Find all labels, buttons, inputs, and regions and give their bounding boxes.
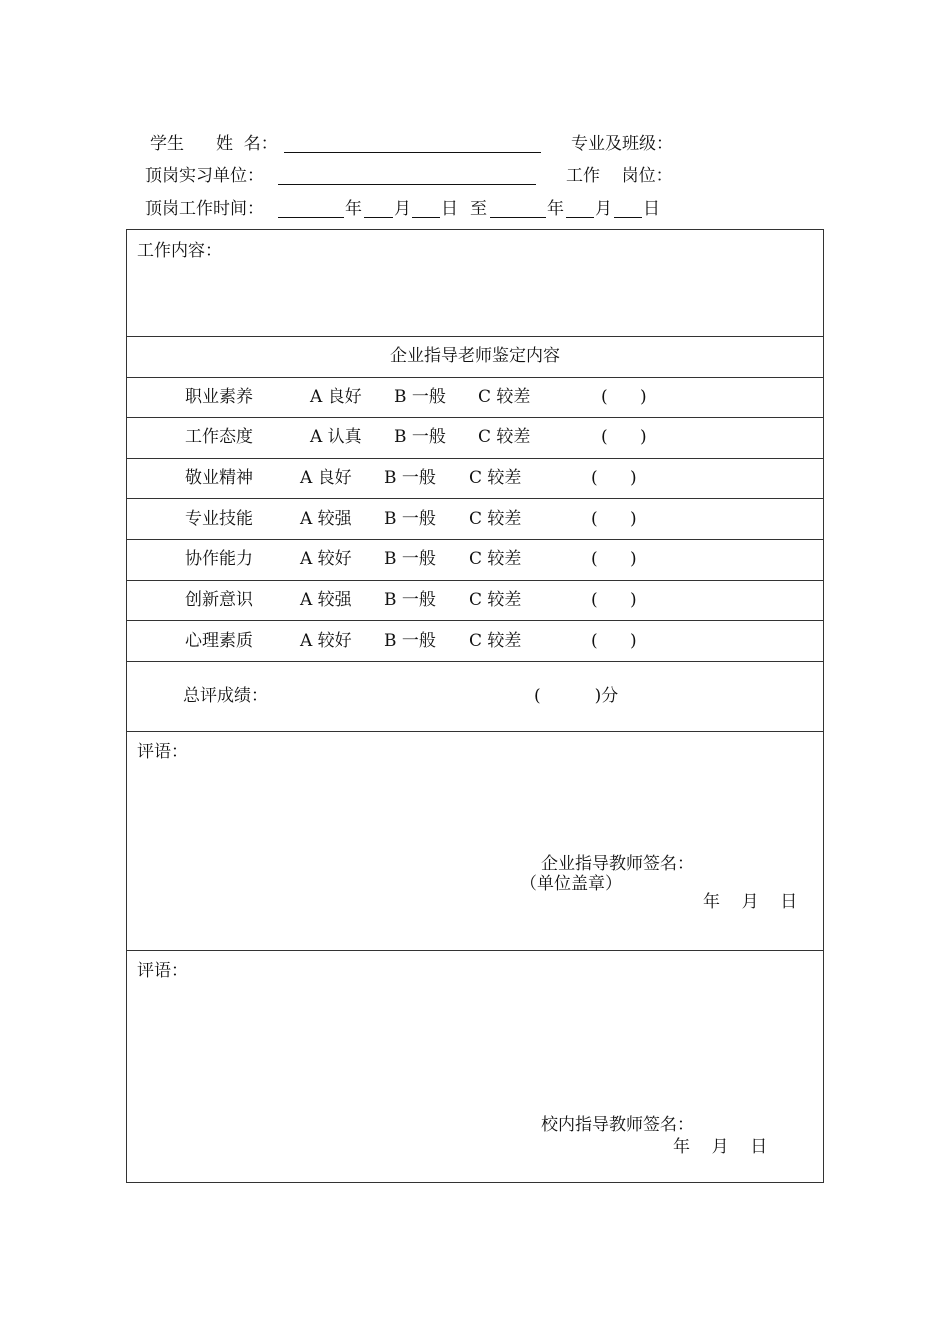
row-divider bbox=[127, 731, 823, 732]
criterion-answer-blank[interactable]: ( ) bbox=[591, 549, 637, 569]
criterion-answer-blank[interactable]: ( ) bbox=[591, 509, 637, 529]
name-label: 姓 名： bbox=[216, 134, 278, 154]
end-month-label: 月 bbox=[595, 199, 612, 219]
start-year-label: 年 bbox=[345, 199, 362, 219]
criterion-answer-blank[interactable]: ( ) bbox=[591, 590, 637, 610]
criterion-option-c[interactable]: C 较差 bbox=[469, 549, 522, 569]
total-score-blank[interactable]: ( )分 bbox=[534, 686, 619, 706]
school-teacher-signature-label: 校内指导教师签名： bbox=[541, 1115, 694, 1135]
start-month-label: 月 bbox=[394, 199, 411, 219]
criterion-name: 职业素养 bbox=[185, 387, 253, 407]
start-day-label: 日 bbox=[441, 199, 458, 219]
end-year-underline[interactable] bbox=[490, 217, 546, 218]
enterprise-teacher-signature-label: 企业指导教师签名： bbox=[541, 854, 694, 874]
criterion-answer-blank[interactable]: ( ) bbox=[601, 427, 647, 447]
start-month-underline[interactable] bbox=[364, 217, 393, 218]
criterion-option-a[interactable]: A 认真 bbox=[310, 427, 362, 447]
criterion-option-b[interactable]: B 一般 bbox=[384, 509, 436, 529]
criterion-name: 心理素质 bbox=[185, 631, 253, 651]
work-time-label: 顶岗工作时间： bbox=[145, 199, 264, 219]
evaluation-section-title: 企业指导老师鉴定内容 bbox=[390, 346, 560, 366]
row-divider bbox=[127, 336, 823, 337]
end-month-underline[interactable] bbox=[566, 217, 594, 218]
row-divider bbox=[127, 539, 823, 540]
criterion-answer-blank[interactable]: ( ) bbox=[591, 631, 637, 651]
criterion-option-a[interactable]: A 较好 bbox=[300, 631, 352, 651]
criterion-option-a[interactable]: A 较强 bbox=[300, 590, 352, 610]
row-divider bbox=[127, 498, 823, 499]
enterprise-comment-label: 评语： bbox=[137, 742, 188, 762]
criterion-option-c[interactable]: C 较差 bbox=[469, 631, 522, 651]
criterion-option-c[interactable]: C 较差 bbox=[469, 590, 522, 610]
criterion-name: 专业技能 bbox=[185, 509, 253, 529]
evaluation-form-table bbox=[126, 229, 824, 1183]
row-divider bbox=[127, 458, 823, 459]
row-divider bbox=[127, 580, 823, 581]
criterion-answer-blank[interactable]: ( ) bbox=[591, 468, 637, 488]
criterion-option-a[interactable]: A 较强 bbox=[300, 509, 352, 529]
criterion-option-b[interactable]: B 一般 bbox=[384, 549, 436, 569]
criterion-name: 工作态度 bbox=[185, 427, 253, 447]
criterion-option-b[interactable]: B 一般 bbox=[384, 468, 436, 488]
criterion-option-a[interactable]: A 良好 bbox=[300, 468, 352, 488]
row-divider bbox=[127, 950, 823, 951]
row-divider bbox=[127, 661, 823, 662]
criterion-option-a[interactable]: A 良好 bbox=[310, 387, 362, 407]
criterion-answer-blank[interactable]: ( ) bbox=[601, 387, 647, 407]
criterion-name: 协作能力 bbox=[185, 549, 253, 569]
row-divider bbox=[127, 417, 823, 418]
row-divider bbox=[127, 377, 823, 378]
criterion-option-c[interactable]: C 较差 bbox=[478, 427, 531, 447]
name-underline[interactable] bbox=[284, 152, 541, 153]
criterion-option-c[interactable]: C 较差 bbox=[469, 509, 522, 529]
row-divider bbox=[127, 620, 823, 621]
school-comment-label: 评语： bbox=[137, 961, 188, 981]
criterion-name: 敬业精神 bbox=[185, 468, 253, 488]
work-position-label: 工作 岗位： bbox=[566, 166, 673, 186]
work-content-label: 工作内容： bbox=[137, 241, 222, 261]
criterion-option-a[interactable]: A 较好 bbox=[300, 549, 352, 569]
enterprise-sign-date: 年 月 日 bbox=[703, 892, 798, 912]
unit-stamp-label: （单位盖章） bbox=[520, 874, 622, 894]
start-day-underline[interactable] bbox=[412, 217, 440, 218]
start-year-underline[interactable] bbox=[278, 217, 344, 218]
criterion-option-c[interactable]: C 较差 bbox=[478, 387, 531, 407]
internship-unit-label: 顶岗实习单位： bbox=[145, 166, 264, 186]
end-day-underline[interactable] bbox=[614, 217, 642, 218]
to-label: 至 bbox=[470, 199, 487, 219]
internship-unit-underline[interactable] bbox=[278, 184, 536, 185]
school-sign-date: 年 月 日 bbox=[673, 1137, 768, 1157]
end-day-label: 日 bbox=[643, 199, 660, 219]
criterion-option-b[interactable]: B 一般 bbox=[384, 590, 436, 610]
criterion-name: 创新意识 bbox=[185, 590, 253, 610]
criterion-option-b[interactable]: B 一般 bbox=[394, 427, 446, 447]
major-class-label: 专业及班级： bbox=[571, 134, 673, 154]
criterion-option-b[interactable]: B 一般 bbox=[394, 387, 446, 407]
student-label: 学生 bbox=[150, 134, 184, 154]
criterion-option-c[interactable]: C 较差 bbox=[469, 468, 522, 488]
criterion-option-b[interactable]: B 一般 bbox=[384, 631, 436, 651]
end-year-label: 年 bbox=[547, 199, 564, 219]
total-score-label: 总评成绩： bbox=[183, 686, 268, 706]
